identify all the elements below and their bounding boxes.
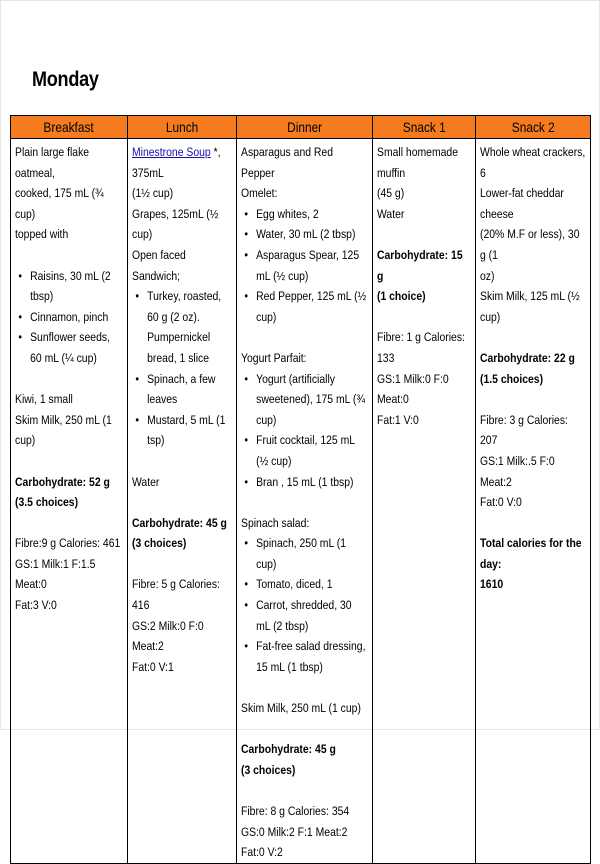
list-item: • Water, 30 mL (2 tbsp) (256, 224, 368, 245)
dinner-omelet-title-2: Omelet: (241, 186, 278, 201)
dinner-cell (237, 139, 373, 864)
snack-1-carb: Carbohydrate: 15 g (377, 247, 463, 283)
dinner-carb: Carbohydrate: 45 g (241, 742, 336, 757)
header-dinner: Dinner (237, 116, 373, 139)
header-snack-2: Snack 2 (476, 116, 591, 139)
dinner-omelet-title-1: Asparagus and Red Pepper (241, 145, 334, 180)
breakfast-nutrition-3: Fat:3 V:0 (15, 598, 57, 613)
snack-2-intro-4: oz) (480, 268, 495, 283)
snack-2-carb: Carbohydrate: 22 g (480, 350, 575, 365)
lunch-nutrition-1: Fibre: 5 g Calories: 416 (132, 577, 220, 613)
snack-1-cell (373, 139, 476, 864)
lunch-cell (128, 139, 237, 864)
list-item: • Turkey, roasted, 60 g (2 oz). Pumpernickel bread, 1 slice (147, 286, 232, 368)
snack-1-choices: (1 choice) (377, 289, 426, 304)
snack-2-intro-2: Lower-fat cheddar cheese (480, 186, 564, 221)
breakfast-nutrition-1: Fibre:9 g Calories: 461 (15, 536, 121, 551)
snack-2-intro-5: Skim Milk, 125 mL (½ cup) (480, 289, 580, 324)
snack-1-nutrition-1: Fibre: 1 g Calories: 133 (377, 330, 465, 365)
header-lunch: Lunch (128, 116, 237, 139)
list-item: • Mustard, 5 mL (1 tsp) (147, 410, 232, 451)
lunch-first-line-rest: *, 375mL (132, 145, 221, 180)
list-item: • Cinnamon, pinch (30, 307, 123, 328)
breakfast-extra-1: Kiwi, 1 small (15, 392, 73, 407)
breakfast-cell (11, 139, 128, 864)
header-snack-1: Snack 1 (373, 116, 476, 139)
lunch-carb: Carbohydrate: 45 g (132, 515, 227, 530)
lunch-drink: Water (132, 474, 160, 489)
breakfast-carb: Carbohydrate: 52 g (15, 474, 110, 489)
total-calories-value: 1610 (480, 577, 504, 592)
dinner-parfait-title: Yogurt Parfait: (241, 350, 307, 365)
list-item: • Egg whites, 2 (256, 204, 368, 225)
dinner-salad-title: Spinach salad: (241, 515, 310, 530)
snack-1-nutrition-3: Fat:1 V:0 (377, 412, 419, 427)
dinner-omelet-items (241, 204, 368, 328)
lunch-intro-1: (1½ cup) (132, 186, 174, 201)
snack-1-intro-3: Water (377, 206, 405, 221)
lunch-nutrition-2: GS:2 Milk:0 F:0 Meat:2 (132, 618, 204, 654)
snack-2-intro-3: (20% M.F or less), 30 g (1 (480, 227, 580, 262)
list-item: • Raisins, 30 mL (2 tbsp) (30, 266, 123, 307)
list-item: • Tomato, diced, 1 (256, 574, 368, 595)
total-calories-label: Total calories for the day: (480, 536, 582, 571)
dinner-choices: (3 choices) (241, 762, 296, 777)
snack-1-intro-1: Small homemade muffin (377, 145, 458, 180)
list-item: • Yogurt (artificially sweetened), 175 mL (¾ cup) (256, 369, 368, 431)
snack-1-intro-2: (45 g) (377, 186, 405, 201)
header-breakfast: Breakfast (11, 116, 128, 139)
dinner-parfait-items (241, 369, 368, 493)
dinner-salad-items (241, 533, 368, 677)
list-item: • Spinach, a few leaves (147, 369, 232, 410)
list-item: • Fat-free salad dressing, 15 mL (1 tbsp) (256, 636, 368, 677)
lunch-intro-3: Open faced Sandwich; (132, 247, 186, 283)
snack-2-cell (476, 139, 591, 864)
dinner-nutrition-2: GS:0 Milk:2 F:1 Meat:2 Fat:0 V:2 (241, 824, 348, 860)
meal-plan-table (10, 115, 591, 864)
minestrone-soup-link[interactable]: Minestrone Soup (132, 145, 211, 159)
snack-1-nutrition-2: GS:1 Milk:0 F:0 Meat:0 (377, 371, 449, 407)
list-item: • Red Pepper, 125 mL (½ cup) (256, 286, 368, 327)
breakfast-nutrition-2: GS:1 Milk:1 F:1.5 Meat:0 (15, 556, 96, 592)
breakfast-extra-2: Skim Milk, 250 mL (1 cup) (15, 412, 112, 448)
breakfast-intro-1: Plain large flake oatmeal, (15, 145, 90, 180)
list-item: • Asparagus Spear, 125 mL (½ cup) (256, 245, 368, 286)
list-item: • Sunflower seeds, 60 mL (¼ cup) (30, 327, 123, 368)
list-item: • Carrot, shredded, 30 mL (2 tbsp) (256, 595, 368, 636)
lunch-choices: (3 choices) (132, 536, 187, 551)
lunch-items (132, 286, 232, 451)
table-header-row (11, 116, 591, 139)
list-item: • Spinach, 250 mL (1 cup) (256, 533, 368, 574)
lunch-nutrition-3: Fat:0 V:1 (132, 659, 174, 674)
dinner-milk: Skim Milk, 250 mL (1 cup) (241, 701, 361, 716)
snack-2-nutrition-2: GS:1 Milk:.5 F:0 Meat:2 (480, 453, 555, 489)
list-item: • Fruit cocktail, 125 mL (½ cup) (256, 430, 368, 471)
list-item: • Bran , 15 mL (1 tbsp) (256, 472, 368, 493)
lunch-intro-2: Grapes, 125mL (½ cup) (132, 206, 219, 242)
snack-2-intro-1: Whole wheat crackers, 6 (480, 145, 586, 180)
dinner-nutrition-1: Fibre: 8 g Calories: 354 (241, 804, 350, 818)
lunch-first-line (132, 142, 232, 183)
breakfast-items (15, 266, 123, 369)
breakfast-choices: (3.5 choices) (15, 495, 79, 510)
breakfast-intro-3: topped with (15, 227, 69, 242)
snack-2-nutrition-1: Fibre: 3 g Calories: 207 (480, 412, 568, 448)
snack-2-nutrition-3: Fat:0 V:0 (480, 495, 522, 510)
page-title: Monday (32, 68, 99, 91)
breakfast-intro-2: cooked, 175 mL (¾ cup) (15, 186, 104, 221)
snack-2-choices: (1.5 choices) (480, 371, 544, 386)
table-row (11, 139, 591, 864)
